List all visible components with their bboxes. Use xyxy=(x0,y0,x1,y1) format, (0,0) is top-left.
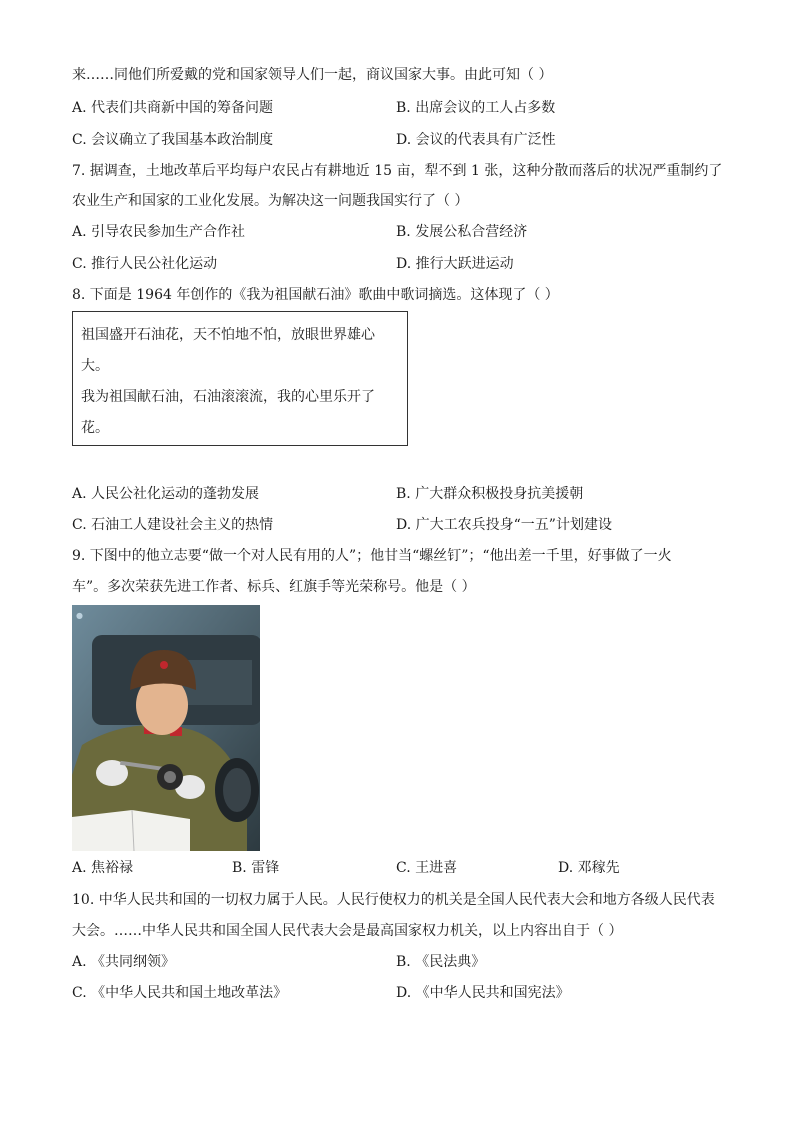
q6-option-d[interactable]: D. 会议的代表具有广泛性 xyxy=(396,132,556,148)
q9-option-b[interactable]: B. 雷锋 xyxy=(232,860,280,876)
q10-option-d[interactable]: D. 《中华人民共和国宪法》 xyxy=(396,985,570,1001)
lyrics-line: 花。 xyxy=(81,420,109,436)
q10-stem-line2: 大会。……中华人民共和国全国人民代表大会是最高国家权力机关，以上内容出自于（ ） xyxy=(72,923,623,939)
lyrics-box xyxy=(72,311,408,446)
q8-stem: 8. 下面是 1964 年创作的《我为祖国献石油》歌曲中歌词摘选。这体现了（ ） xyxy=(72,287,559,303)
q6-option-a[interactable]: A. 代表们共商新中国的筹备问题 xyxy=(72,100,274,116)
q8-option-b[interactable]: B. 广大群众积极投身抗美援朝 xyxy=(396,486,584,502)
q10-option-a[interactable]: A. 《共同纲领》 xyxy=(72,954,176,970)
q7-stem-line2: 农业生产和国家的工业化发展。为解决这一问题我国实行了（ ） xyxy=(72,193,469,209)
lyrics-line: 大。 xyxy=(81,358,109,374)
q8-option-c[interactable]: C. 石油工人建设社会主义的热情 xyxy=(72,517,274,533)
q7-stem-line1: 7. 据调查，土地改革后平均每户农民占有耕地近 15 亩，犁不到 1 张，这种分散而落后的状况严重制约了 xyxy=(72,163,723,179)
q7-option-a[interactable]: A. 引导农民参加生产合作社 xyxy=(72,224,246,240)
lyrics-line: 我为祖国献石油，石油滚滚流，我的心里乐开了 xyxy=(81,389,375,405)
q9-stem-line1: 9. 下图中的他立志要“做一个对人民有用的人”；他甘当“螺丝钉”；“他出差一千里，好事做了一火 xyxy=(72,548,672,564)
lyrics-line: 祖国盛开石油花，天不怕地不怕，放眼世界雄心 xyxy=(81,327,375,343)
q9-option-c[interactable]: C. 王进喜 xyxy=(396,860,458,876)
q10-stem-line1: 10. 中华人民共和国的一切权力属于人民。人民行使权力的机关是全国人民代表大会和地方各级人民代表 xyxy=(72,892,715,908)
q9-option-d[interactable]: D. 邓稼先 xyxy=(558,860,620,876)
q7-option-b[interactable]: B. 发展公私合营经济 xyxy=(396,224,528,240)
q10-option-c[interactable]: C. 《中华人民共和国土地改革法》 xyxy=(72,985,288,1001)
q6-option-c[interactable]: C. 会议确立了我国基本政治制度 xyxy=(72,132,274,148)
q8-option-d[interactable]: D. 广大工农兵投身“一五”计划建设 xyxy=(396,517,612,533)
q6-option-b[interactable]: B. 出席会议的工人占多数 xyxy=(396,100,556,116)
q9-stem-line2: 车”。多次荣获先进工作者、标兵、红旗手等光荣称号。他是（ ） xyxy=(72,579,476,595)
q9-option-a[interactable]: A. 焦裕禄 xyxy=(72,860,134,876)
q8-option-a[interactable]: A. 人民公社化运动的蓬勃发展 xyxy=(72,486,260,502)
soldier-photo xyxy=(72,605,260,851)
soldier-illustration xyxy=(72,605,260,851)
q6-stem: 来……同他们所爱戴的党和国家领导人们一起，商议国家大事。由此可知（ ） xyxy=(72,67,553,83)
q7-option-c[interactable]: C. 推行人民公社化运动 xyxy=(72,256,218,272)
q7-option-d[interactable]: D. 推行大跃进运动 xyxy=(396,256,514,272)
watermark: ● xyxy=(76,611,83,620)
q10-option-b[interactable]: B. 《民法典》 xyxy=(396,954,486,970)
